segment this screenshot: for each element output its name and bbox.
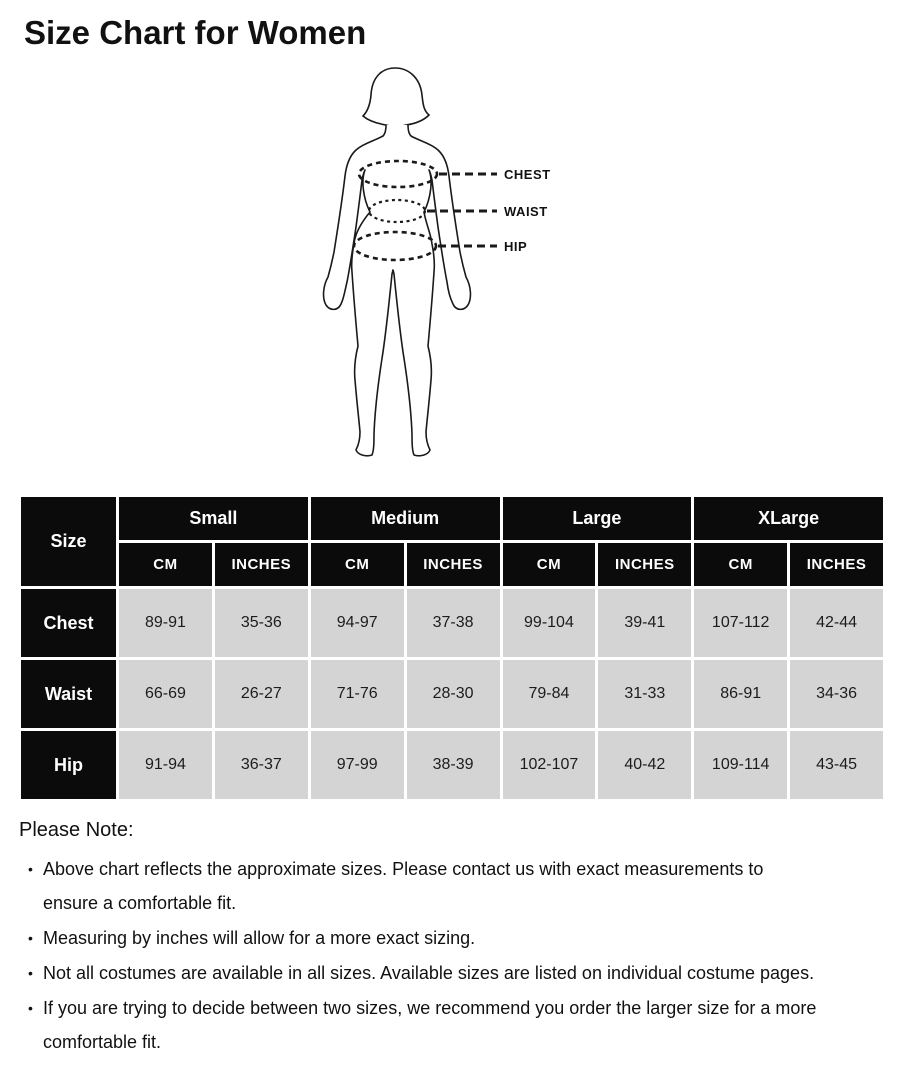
note-line: If you are trying to decide between two sizes, we recommend you order the larger size for a more [43,998,817,1018]
bullet-icon: • [28,965,33,981]
note-line: ensure a comfortable fit. [43,893,237,913]
hip-label: HIP [504,239,528,254]
note-item [19,991,905,1059]
bullet-icon: • [28,861,33,877]
hip-medium-inches: 38-39 [407,731,500,799]
note-item [19,852,905,920]
unit-header-cm: CM [119,543,212,586]
chest-label: CHEST [504,167,551,182]
waist-large-inches: 31-33 [598,660,691,728]
note-line: Measuring by inches will allow for a more exact sizing. [43,928,476,948]
group-header-xlarge: XLarge [694,497,883,540]
chest-xlarge-cm: 107-112 [694,589,787,657]
table-row [21,589,883,657]
table-row [21,660,883,728]
hip-xlarge-cm: 109-114 [694,731,787,799]
note-text [43,852,763,920]
chest-large-inches: 39-41 [598,589,691,657]
waist-xlarge-cm: 86-91 [694,660,787,728]
hip-medium-cm: 97-99 [311,731,404,799]
note-item [19,956,905,990]
waist-small-inches: 26-27 [215,660,308,728]
chest-xlarge-inches: 42-44 [790,589,883,657]
unit-header-inches: INCHES [598,543,691,586]
measurement-diagram [0,52,905,494]
hip-large-cm: 102-107 [503,731,596,799]
unit-header-inches: INCHES [407,543,500,586]
table-header-row-groups [21,497,883,540]
woman-body-outline-figure [300,62,600,482]
chest-medium-cm: 94-97 [311,589,404,657]
notes-heading: Please Note: [19,819,134,841]
size-chart-table [18,494,886,802]
waist-large-cm: 79-84 [503,660,596,728]
note-text [43,991,816,1059]
please-note-section [0,802,905,1059]
unit-header-cm: CM [503,543,596,586]
hip-small-cm: 91-94 [119,731,212,799]
chest-medium-inches: 37-38 [407,589,500,657]
note-item [19,921,905,955]
bullet-icon: • [28,930,33,946]
waist-medium-inches: 28-30 [407,660,500,728]
note-text [43,956,814,990]
page-title: Size Chart for Women [24,14,367,51]
group-header-medium: Medium [311,497,500,540]
note-line: Above chart reflects the approximate sizes. Please contact us with exact measurements to [43,859,764,879]
row-header-hip: Hip [21,731,116,799]
unit-header-cm: CM [311,543,404,586]
unit-header-inches: INCHES [215,543,308,586]
bullet-icon: • [28,1000,33,1016]
chest-small-inches: 35-36 [215,589,308,657]
waist-xlarge-inches: 34-36 [790,660,883,728]
head-outline [363,68,429,127]
chest-large-cm: 99-104 [503,589,596,657]
note-text [43,921,475,955]
unit-header-cm: CM [694,543,787,586]
row-header-chest: Chest [21,589,116,657]
note-line: Not all costumes are available in all sizes. Available sizes are listed on individual costume pages. [43,963,815,983]
table-header-row-units [21,543,883,586]
waist-small-cm: 66-69 [119,660,212,728]
hip-large-inches: 40-42 [598,731,691,799]
row-header-waist: Waist [21,660,116,728]
unit-header-inches: INCHES [790,543,883,586]
body-outline [324,125,471,456]
hip-small-inches: 36-37 [215,731,308,799]
waist-medium-cm: 71-76 [311,660,404,728]
note-line: comfortable fit. [43,1032,162,1052]
waist-label: WAIST [504,204,548,219]
group-header-small: Small [119,497,308,540]
hip-xlarge-inches: 43-45 [790,731,883,799]
size-corner-header: Size [21,497,116,586]
table-row [21,731,883,799]
group-header-large: Large [503,497,692,540]
chest-small-cm: 89-91 [119,589,212,657]
